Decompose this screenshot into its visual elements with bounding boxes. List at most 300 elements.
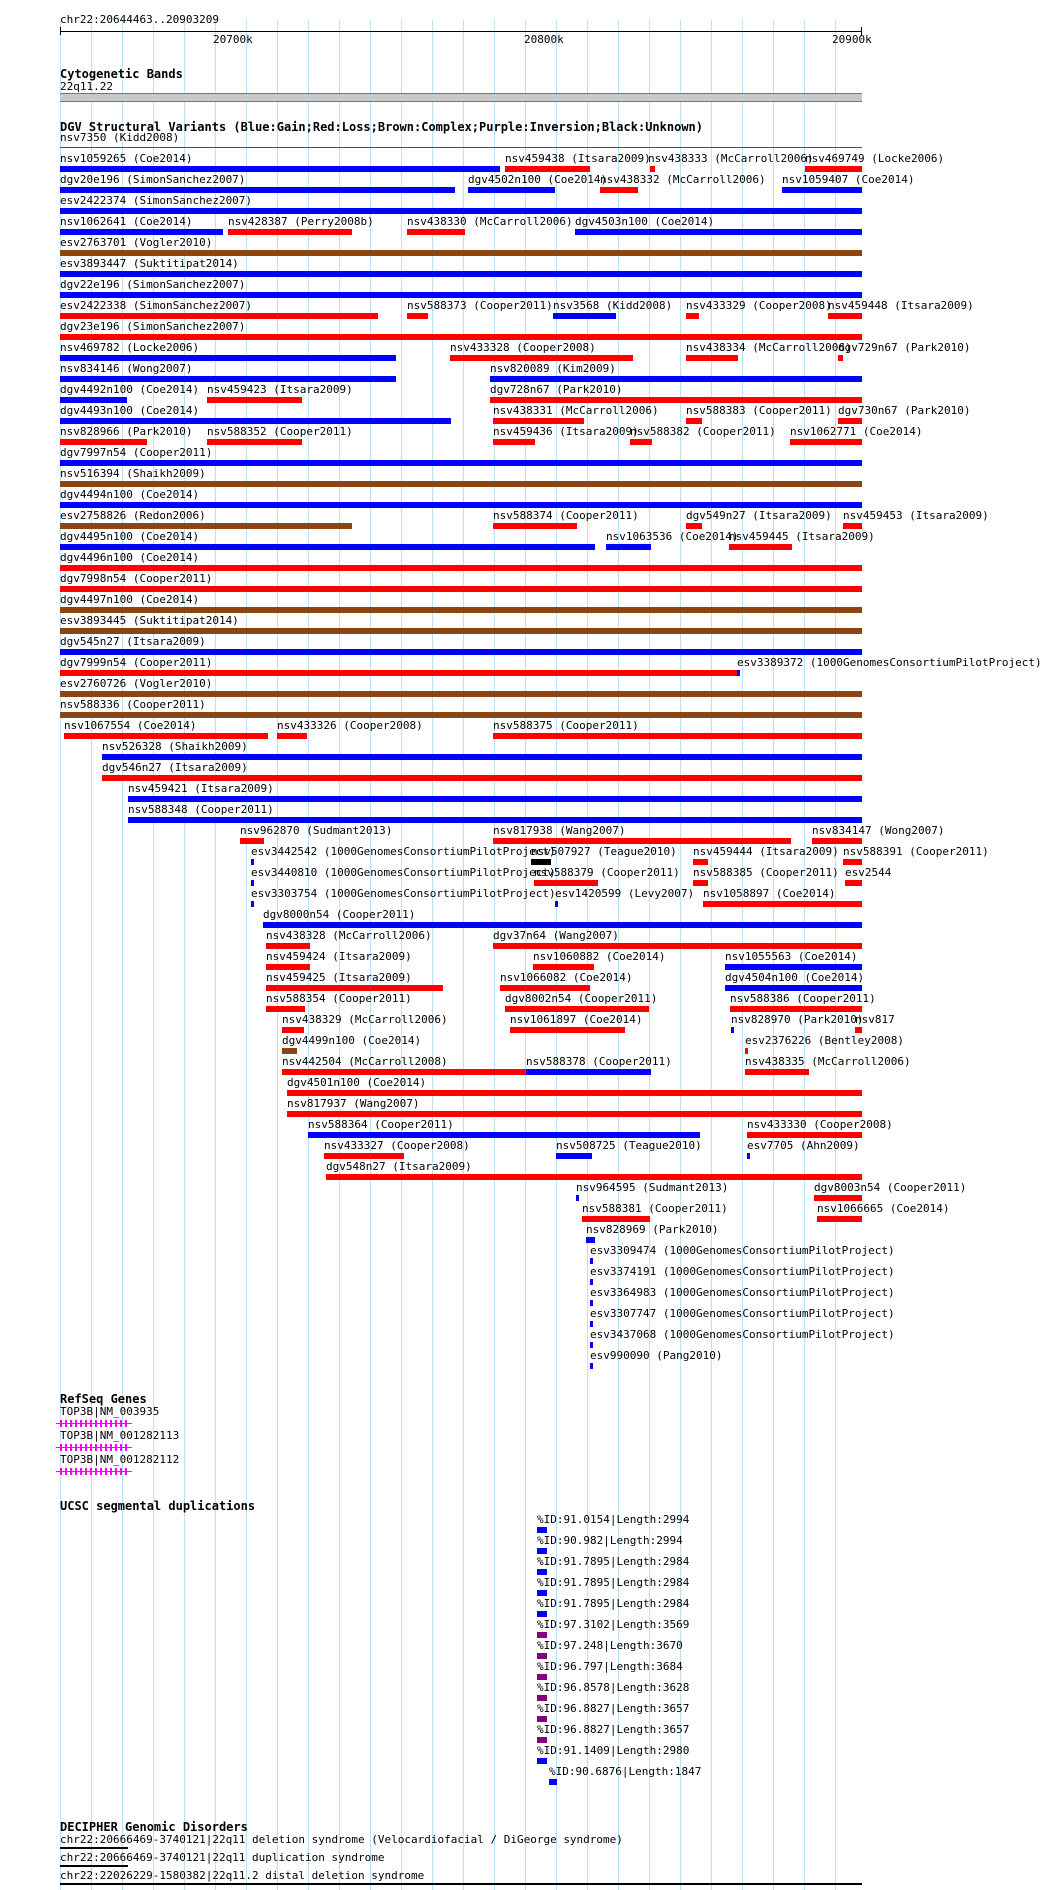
variant-label[interactable]: nsv433328 (Cooper2008) <box>450 341 596 354</box>
variant-label[interactable]: nsv588383 (Cooper2011) <box>686 404 832 417</box>
variant-label[interactable]: nsv428387 (Perry2008b) <box>228 215 374 228</box>
variant-bar[interactable] <box>266 943 310 949</box>
variant-bar[interactable] <box>128 817 862 823</box>
variant-bar[interactable] <box>606 544 651 550</box>
variant-label[interactable]: nsv516394 (Shaikh2009) <box>60 467 206 480</box>
variant-label[interactable]: nsv1055563 (Coe2014) <box>725 950 858 963</box>
segdup-label[interactable]: %ID:96.797|Length:3684 <box>537 1660 683 1673</box>
variant-label[interactable]: nsv964595 (Sudmant2013) <box>576 1181 729 1194</box>
variant-label[interactable]: dgv37n64 (Wang2007) <box>493 929 619 942</box>
variant-bar[interactable] <box>845 880 862 886</box>
variant-label[interactable]: nsv1060882 (Coe2014) <box>533 950 666 963</box>
variant-bar[interactable] <box>703 901 862 907</box>
variant-label[interactable]: nsv7350 (Kidd2008) <box>60 131 180 144</box>
variant-label[interactable]: nsv459424 (Itsara2009) <box>266 950 412 963</box>
variant-bar[interactable] <box>60 334 862 340</box>
variant-bar[interactable] <box>60 502 862 508</box>
variant-bar[interactable] <box>745 1069 809 1075</box>
variant-bar[interactable] <box>493 733 862 739</box>
segdup-bar[interactable] <box>537 1695 547 1701</box>
variant-label[interactable]: esv2758826 (Redon2006) <box>60 509 206 522</box>
variant-bar[interactable] <box>586 1237 595 1243</box>
variant-label[interactable]: nsv588352 (Cooper2011) <box>207 425 353 438</box>
variant-label[interactable]: esv2422338 (SimonSanchez2007) <box>60 299 253 312</box>
variant-bar[interactable] <box>812 838 862 844</box>
variant-bar[interactable] <box>266 985 443 991</box>
variant-label[interactable]: nsv459423 (Itsara2009) <box>207 383 353 396</box>
variant-bar[interactable] <box>450 355 633 361</box>
variant-bar[interactable] <box>468 187 555 193</box>
variant-bar[interactable] <box>725 964 862 970</box>
variant-label[interactable]: dgv728n67 (Park2010) <box>490 383 623 396</box>
variant-bar[interactable] <box>263 922 862 928</box>
variant-bar[interactable] <box>556 1153 592 1159</box>
variant-bar[interactable] <box>60 649 862 655</box>
variant-bar[interactable] <box>782 187 862 193</box>
variant-bar[interactable] <box>60 313 378 319</box>
variant-bar[interactable] <box>251 901 254 907</box>
variant-bar[interactable] <box>60 187 455 193</box>
variant-bar[interactable] <box>729 544 792 550</box>
variant-label[interactable]: nsv1062771 (Coe2014) <box>790 425 923 438</box>
variant-label[interactable]: nsv459421 (Itsara2009) <box>128 782 274 795</box>
dgv-track-title[interactable]: DGV Structural Variants (Blue:Gain;Red:Loss;Brown:Complex;Purple:Inversion;Black:Unknown) <box>60 120 703 134</box>
gene-exon <box>120 1444 122 1451</box>
variant-label[interactable]: nsv459425 (Itsara2009) <box>266 971 412 984</box>
variant-label[interactable]: nsv588373 (Cooper2011) <box>407 299 553 312</box>
variant-label[interactable]: nsv1066082 (Coe2014) <box>500 971 633 984</box>
variant-label[interactable]: esv2760726 (Vogler2010) <box>60 677 213 690</box>
variant-label[interactable]: dgv545n27 (Itsara2009) <box>60 635 206 648</box>
decipher-label[interactable]: chr22:20666469-3740121|22q11 duplication syndrome <box>60 1851 385 1864</box>
variant-label[interactable]: esv3374191 (1000GenomesConsortiumPilotProject) <box>590 1265 895 1278</box>
gene-label[interactable]: TOP3B|NM_001282113 <box>60 1429 180 1442</box>
variant-label[interactable]: nsv588385 (Cooper2011) <box>693 866 839 879</box>
segdup-label[interactable]: %ID:91.7895|Length:2984 <box>537 1597 690 1610</box>
variant-label[interactable]: esv3440810 (1000GenomesConsortiumPilotProject) <box>251 866 556 879</box>
variant-label[interactable]: esv3893447 (Suktitipat2014) <box>60 257 239 270</box>
variant-bar[interactable] <box>60 271 862 277</box>
variant-bar[interactable] <box>534 880 598 886</box>
variant-label[interactable]: dgv546n27 (Itsara2009) <box>102 761 248 774</box>
variant-label[interactable]: nsv438335 (McCarroll2006) <box>745 1055 911 1068</box>
gene-exon <box>95 1420 97 1427</box>
variant-bar[interactable] <box>686 418 702 424</box>
variant-bar[interactable] <box>630 439 652 445</box>
variant-bar[interactable] <box>553 313 616 319</box>
variant-label[interactable]: nsv588382 (Cooper2011) <box>630 425 776 438</box>
variant-bar[interactable] <box>287 1090 862 1096</box>
variant-bar[interactable] <box>128 796 862 802</box>
variant-label[interactable]: nsv1067554 (Coe2014) <box>64 719 197 732</box>
variant-bar[interactable] <box>576 1195 579 1201</box>
variant-label[interactable]: esv2544 <box>845 866 892 879</box>
variant-label[interactable]: nsv433326 (Cooper2008) <box>277 719 423 732</box>
variant-label[interactable]: nsv588378 (Cooper2011) <box>526 1055 672 1068</box>
variant-label[interactable]: nsv433327 (Cooper2008) <box>324 1139 470 1152</box>
gene-exon <box>65 1468 67 1475</box>
variant-bar[interactable] <box>60 355 396 361</box>
refseq-track-title[interactable]: RefSeq Genes <box>60 1392 147 1406</box>
variant-label[interactable]: nsv588374 (Cooper2011) <box>493 509 639 522</box>
variant-bar[interactable] <box>493 943 862 949</box>
variant-label[interactable]: nsv588354 (Cooper2011) <box>266 992 412 1005</box>
variant-label[interactable]: nsv1061897 (Coe2014) <box>510 1013 643 1026</box>
variant-label[interactable]: esv2422374 (SimonSanchez2007) <box>60 194 253 207</box>
variant-label[interactable]: nsv817937 (Wang2007) <box>287 1097 420 1110</box>
variant-bar[interactable] <box>590 1300 593 1306</box>
variant-label[interactable]: dgv4503n100 (Coe2014) <box>575 215 715 228</box>
variant-label[interactable]: esv3303754 (1000GenomesConsortiumPilotProject) <box>251 887 556 900</box>
variant-bar[interactable] <box>747 1132 862 1138</box>
variant-label[interactable]: nsv588348 (Cooper2011) <box>128 803 274 816</box>
variant-bar[interactable] <box>490 397 862 403</box>
segdup-label[interactable]: %ID:96.8578|Length:3628 <box>537 1681 690 1694</box>
variant-label[interactable]: nsv588381 (Cooper2011) <box>582 1202 728 1215</box>
variant-label[interactable]: dgv4502n100 (Coe2014) <box>468 173 608 186</box>
variant-label[interactable]: nsv438334 (McCarroll2006) <box>686 341 852 354</box>
variant-label[interactable]: nsv459453 (Itsara2009) <box>843 509 989 522</box>
variant-bar[interactable] <box>686 355 738 361</box>
segdup-bar[interactable] <box>537 1548 547 1554</box>
variant-bar[interactable] <box>600 187 638 193</box>
variant-label[interactable]: nsv3568 (Kidd2008) <box>553 299 673 312</box>
decipher-bar[interactable] <box>60 1847 128 1849</box>
variant-label[interactable]: nsv834146 (Wong2007) <box>60 362 193 375</box>
variant-label[interactable]: nsv1058897 (Coe2014) <box>703 887 836 900</box>
variant-label[interactable]: dgv549n27 (Itsara2009) <box>686 509 832 522</box>
variant-label[interactable]: nsv828970 (Park2010) <box>731 1013 864 1026</box>
variant-bar[interactable] <box>730 1006 862 1012</box>
gene-exon <box>65 1420 67 1427</box>
variant-label[interactable]: dgv7998n54 (Cooper2011) <box>60 572 213 585</box>
variant-bar[interactable] <box>814 1195 862 1201</box>
variant-label[interactable]: dgv4496n100 (Coe2014) <box>60 551 200 564</box>
variant-label[interactable]: dgv8003n54 (Cooper2011) <box>814 1181 967 1194</box>
variant-bar[interactable] <box>266 964 310 970</box>
variant-label[interactable]: nsv438329 (McCarroll2006) <box>282 1013 448 1026</box>
variant-bar[interactable] <box>745 1048 748 1054</box>
variant-label[interactable]: nsv1063536 (Coe2014) <box>606 530 739 543</box>
variant-bar[interactable] <box>287 1111 862 1117</box>
variant-label[interactable]: dgv4492n100 (Coe2014) <box>60 383 200 396</box>
variant-bar[interactable] <box>102 775 862 781</box>
variant-label[interactable]: dgv4504n100 (Coe2014) <box>725 971 865 984</box>
variant-bar[interactable] <box>407 229 465 235</box>
ruler-start-tick <box>60 27 61 35</box>
variant-bar[interactable] <box>490 376 862 382</box>
variant-bar[interactable] <box>60 147 862 148</box>
variant-bar[interactable] <box>838 355 843 361</box>
segdup-label[interactable]: %ID:97.248|Length:3670 <box>537 1639 683 1652</box>
variant-label[interactable]: nsv817 <box>855 1013 895 1026</box>
variant-label[interactable]: nsv438332 (McCarroll2006) <box>600 173 766 186</box>
decipher-bar[interactable] <box>60 1883 862 1885</box>
variant-bar[interactable] <box>102 754 862 760</box>
variant-bar[interactable] <box>590 1342 593 1348</box>
variant-label[interactable]: nsv834147 (Wong2007) <box>812 824 945 837</box>
variant-bar[interactable] <box>60 523 352 529</box>
segdup-label[interactable]: %ID:96.8827|Length:3657 <box>537 1702 690 1715</box>
variant-bar[interactable] <box>60 208 862 214</box>
variant-bar[interactable] <box>693 880 708 886</box>
variant-label[interactable]: esv3389372 (1000GenomesConsortiumPilotProject) <box>737 656 1042 669</box>
variant-bar[interactable] <box>308 1132 700 1138</box>
variant-bar[interactable] <box>505 166 590 172</box>
variant-label[interactable]: dgv8002n54 (Cooper2011) <box>505 992 658 1005</box>
segdup-bar[interactable] <box>537 1653 547 1659</box>
variant-label[interactable]: nsv459436 (Itsara2009) <box>493 425 639 438</box>
variant-label[interactable]: nsv459438 (Itsara2009) <box>505 152 651 165</box>
variant-bar[interactable] <box>838 418 862 424</box>
variant-label[interactable]: nsv962870 (Sudmant2013) <box>240 824 393 837</box>
variant-label[interactable]: nsv588386 (Cooper2011) <box>730 992 876 1005</box>
variant-bar[interactable] <box>526 1069 651 1075</box>
gene-exon <box>120 1468 122 1475</box>
variant-bar[interactable] <box>531 859 551 865</box>
variant-label[interactable]: nsv507927 (Teague2010) <box>531 845 677 858</box>
variant-bar[interactable] <box>60 229 223 235</box>
variant-bar[interactable] <box>60 418 451 424</box>
variant-bar[interactable] <box>64 733 268 739</box>
segdup-bar[interactable] <box>537 1632 547 1638</box>
variant-label[interactable]: esv3309474 (1000GenomesConsortiumPilotProject) <box>590 1244 895 1257</box>
variant-bar[interactable] <box>650 166 655 172</box>
variant-label[interactable]: dgv548n27 (Itsara2009) <box>326 1160 472 1173</box>
variant-label[interactable]: nsv588391 (Cooper2011) <box>843 845 989 858</box>
variant-label[interactable]: nsv820089 (Kim2009) <box>490 362 616 375</box>
variant-label[interactable]: nsv828966 (Park2010) <box>60 425 193 438</box>
variant-bar[interactable] <box>60 439 147 445</box>
segdup-bar[interactable] <box>537 1758 547 1764</box>
variant-bar[interactable] <box>240 838 264 844</box>
variant-bar[interactable] <box>60 460 862 466</box>
variant-bar[interactable] <box>282 1048 297 1054</box>
segdup-label[interactable]: %ID:91.7895|Length:2984 <box>537 1576 690 1589</box>
variant-bar[interactable] <box>817 1216 862 1222</box>
gene-label[interactable]: TOP3B|NM_001282112 <box>60 1453 180 1466</box>
variant-bar[interactable] <box>828 313 862 319</box>
variant-label[interactable]: nsv1059407 (Coe2014) <box>782 173 915 186</box>
variant-label[interactable]: nsv1066665 (Coe2014) <box>817 1202 950 1215</box>
variant-label[interactable]: esv3442542 (1000GenomesConsortiumPilotProject) <box>251 845 556 858</box>
variant-bar[interactable] <box>500 985 590 991</box>
variant-bar[interactable] <box>555 901 558 907</box>
variant-bar[interactable] <box>228 229 352 235</box>
decipher-track-title[interactable]: DECIPHER Genomic Disorders <box>60 1820 248 1834</box>
ruler-tick-label: 20800k <box>524 33 564 46</box>
variant-bar[interactable] <box>737 670 740 676</box>
segdup-label[interactable]: %ID:91.1409|Length:2980 <box>537 1744 690 1757</box>
variant-bar[interactable] <box>251 880 254 886</box>
segdup-bar[interactable] <box>537 1527 547 1533</box>
variant-label[interactable]: dgv20e196 (SimonSanchez2007) <box>60 173 246 186</box>
variant-bar[interactable] <box>60 250 862 256</box>
variant-label[interactable]: dgv4497n100 (Coe2014) <box>60 593 200 606</box>
variant-label[interactable]: dgv4501n100 (Coe2014) <box>287 1076 427 1089</box>
segdup-label[interactable]: %ID:91.7895|Length:2984 <box>537 1555 690 1568</box>
variant-label[interactable]: esv3893445 (Suktitipat2014) <box>60 614 239 627</box>
variant-bar[interactable] <box>790 439 862 445</box>
variant-label[interactable]: dgv8000n54 (Cooper2011) <box>263 908 416 921</box>
variant-bar[interactable] <box>324 1153 404 1159</box>
cytoband-track-title[interactable]: Cytogenetic Bands <box>60 67 183 81</box>
variant-bar[interactable] <box>60 397 127 403</box>
segdup-label[interactable]: %ID:90.6876|Length:1847 <box>549 1765 702 1778</box>
variant-bar[interactable] <box>60 376 396 382</box>
variant-label[interactable]: nsv469782 (Locke2006) <box>60 341 200 354</box>
variant-bar[interactable] <box>326 1174 862 1180</box>
variant-bar[interactable] <box>60 670 737 676</box>
gene-exon <box>75 1468 77 1475</box>
variant-bar[interactable] <box>493 439 535 445</box>
cytoband-bar[interactable] <box>60 93 862 102</box>
gene-label[interactable]: TOP3B|NM_003935 <box>60 1405 160 1418</box>
variant-bar[interactable] <box>60 544 595 550</box>
variant-label[interactable]: nsv588375 (Cooper2011) <box>493 719 639 732</box>
variant-bar[interactable] <box>693 859 708 865</box>
variant-bar[interactable] <box>510 1027 625 1033</box>
variant-label[interactable]: nsv442504 (McCarroll2008) <box>282 1055 448 1068</box>
variant-bar[interactable] <box>282 1027 304 1033</box>
variant-bar[interactable] <box>60 481 862 487</box>
variant-bar[interactable] <box>493 523 577 529</box>
variant-bar[interactable] <box>747 1153 750 1159</box>
variant-bar[interactable] <box>505 1006 649 1012</box>
variant-bar[interactable] <box>251 859 254 865</box>
variant-label[interactable]: dgv4494n100 (Coe2014) <box>60 488 200 501</box>
variant-bar[interactable] <box>493 838 791 844</box>
gene-exon <box>70 1468 72 1475</box>
variant-label[interactable]: nsv433329 (Cooper2008) <box>686 299 832 312</box>
decipher-label[interactable]: chr22:20666469-3740121|22q11 deletion syndrome (Velocardiofacial / DiGeorge syndrome) <box>60 1833 623 1846</box>
gene-exon <box>75 1420 77 1427</box>
variant-bar[interactable] <box>207 397 302 403</box>
gene-exon <box>125 1468 127 1475</box>
variant-label[interactable]: nsv828969 (Park2010) <box>586 1223 719 1236</box>
segdup-label[interactable]: %ID:96.8827|Length:3657 <box>537 1723 690 1736</box>
variant-label[interactable]: nsv438330 (McCarroll2006) <box>407 215 573 228</box>
variant-label[interactable]: nsv459445 (Itsara2009) <box>729 530 875 543</box>
gene-exon <box>115 1468 117 1475</box>
variant-label[interactable]: nsv1059265 (Coe2014) <box>60 152 193 165</box>
variant-label[interactable]: nsv469749 (Locke2006) <box>805 152 945 165</box>
variant-label[interactable]: esv3307747 (1000GenomesConsortiumPilotProject) <box>590 1307 895 1320</box>
variant-label[interactable]: nsv459448 (Itsara2009) <box>828 299 974 312</box>
variant-bar[interactable] <box>60 292 862 298</box>
variant-bar[interactable] <box>725 985 862 991</box>
variant-bar[interactable] <box>731 1027 734 1033</box>
variant-bar[interactable] <box>855 1027 862 1033</box>
gene-exon <box>75 1444 77 1451</box>
variant-label[interactable]: esv2763701 (Vogler2010) <box>60 236 213 249</box>
segdup-label[interactable]: %ID:91.0154|Length:2994 <box>537 1513 690 1526</box>
variant-label[interactable]: dgv7999n54 (Cooper2011) <box>60 656 213 669</box>
variant-label[interactable]: nsv817938 (Wang2007) <box>493 824 626 837</box>
variant-bar[interactable] <box>60 628 862 634</box>
variant-bar[interactable] <box>686 523 702 529</box>
variant-label[interactable]: nsv526328 (Shaikh2009) <box>102 740 248 753</box>
variant-bar[interactable] <box>277 733 307 739</box>
variant-label[interactable]: nsv438328 (McCarroll2006) <box>266 929 432 942</box>
variant-bar[interactable] <box>60 586 862 592</box>
variant-label[interactable]: nsv588364 (Cooper2011) <box>308 1118 454 1131</box>
variant-label[interactable]: nsv433330 (Cooper2008) <box>747 1118 893 1131</box>
variant-label[interactable]: esv3364983 (1000GenomesConsortiumPilotProject) <box>590 1286 895 1299</box>
variant-bar[interactable] <box>266 1006 305 1012</box>
variant-bar[interactable] <box>533 964 594 970</box>
variant-label[interactable]: nsv438331 (McCarroll2006) <box>493 404 659 417</box>
variant-label[interactable]: nsv459444 (Itsara2009) <box>693 845 839 858</box>
decipher-bar[interactable] <box>60 1865 128 1867</box>
segdup-bar[interactable] <box>537 1674 547 1680</box>
gene-exon <box>85 1420 87 1427</box>
variant-label[interactable]: dgv23e196 (SimonSanchez2007) <box>60 320 246 333</box>
variant-bar[interactable] <box>60 565 862 571</box>
variant-bar[interactable] <box>590 1363 593 1369</box>
variant-bar[interactable] <box>60 712 862 718</box>
variant-bar[interactable] <box>805 166 862 172</box>
variant-bar[interactable] <box>590 1258 593 1264</box>
gene-exon <box>80 1444 82 1451</box>
variant-label[interactable]: esv3437068 (1000GenomesConsortiumPilotProject) <box>590 1328 895 1341</box>
variant-bar[interactable] <box>493 418 584 424</box>
variant-label[interactable]: dgv729n67 (Park2010) <box>838 341 971 354</box>
segdup-bar[interactable] <box>537 1716 547 1722</box>
gene-exon <box>105 1420 107 1427</box>
variant-bar[interactable] <box>207 439 302 445</box>
variant-label[interactable]: dgv4495n100 (Coe2014) <box>60 530 200 543</box>
variant-bar[interactable] <box>582 1216 650 1222</box>
variant-label[interactable]: dgv4499n100 (Coe2014) <box>282 1034 422 1047</box>
variant-label[interactable]: esv1420599 (Levy2007) <box>555 887 695 900</box>
variant-label[interactable]: dgv730n67 (Park2010) <box>838 404 971 417</box>
variant-label[interactable]: nsv588336 (Cooper2011) <box>60 698 206 711</box>
segdup-bar[interactable] <box>549 1779 557 1785</box>
variant-bar[interactable] <box>843 859 862 865</box>
variant-label[interactable]: nsv588379 (Cooper2011) <box>534 866 680 879</box>
segdup-bar[interactable] <box>537 1737 547 1743</box>
variant-bar[interactable] <box>407 313 428 319</box>
segdup-bar[interactable] <box>537 1590 547 1596</box>
variant-label[interactable]: esv990090 (Pang2010) <box>590 1349 723 1362</box>
segdup-bar[interactable] <box>537 1569 547 1575</box>
variant-label[interactable]: nsv438333 (McCarroll2006) <box>648 152 814 165</box>
variant-label[interactable]: esv2376226 (Bentley2008) <box>745 1034 904 1047</box>
variant-label[interactable]: nsv1062641 (Coe2014) <box>60 215 193 228</box>
variant-bar[interactable] <box>575 229 862 235</box>
segdup-label[interactable]: %ID:90.982|Length:2994 <box>537 1534 683 1547</box>
variant-bar[interactable] <box>686 313 699 319</box>
decipher-label[interactable]: chr22:22026229-1580382|22q11.2 distal deletion syndrome <box>60 1869 425 1882</box>
variant-bar[interactable] <box>590 1279 593 1285</box>
variant-bar[interactable] <box>60 691 862 697</box>
variant-label[interactable]: dgv22e196 (SimonSanchez2007) <box>60 278 246 291</box>
variant-bar[interactable] <box>590 1321 593 1327</box>
variant-label[interactable]: esv7705 (Ahn2009) <box>747 1139 860 1152</box>
variant-bar[interactable] <box>843 523 862 529</box>
variant-bar[interactable] <box>60 607 862 613</box>
gene-exon <box>105 1444 107 1451</box>
gene-exon <box>90 1444 92 1451</box>
variant-label[interactable]: nsv508725 (Teague2010) <box>556 1139 702 1152</box>
segdup-bar[interactable] <box>537 1611 547 1617</box>
segdup-label[interactable]: %ID:97.3102|Length:3569 <box>537 1618 690 1631</box>
variant-label[interactable]: dgv4493n100 (Coe2014) <box>60 404 200 417</box>
variant-bar[interactable] <box>60 166 500 172</box>
variant-label[interactable]: dgv7997n54 (Cooper2011) <box>60 446 213 459</box>
segdup-track-title[interactable]: UCSC segmental duplications <box>60 1499 256 1513</box>
